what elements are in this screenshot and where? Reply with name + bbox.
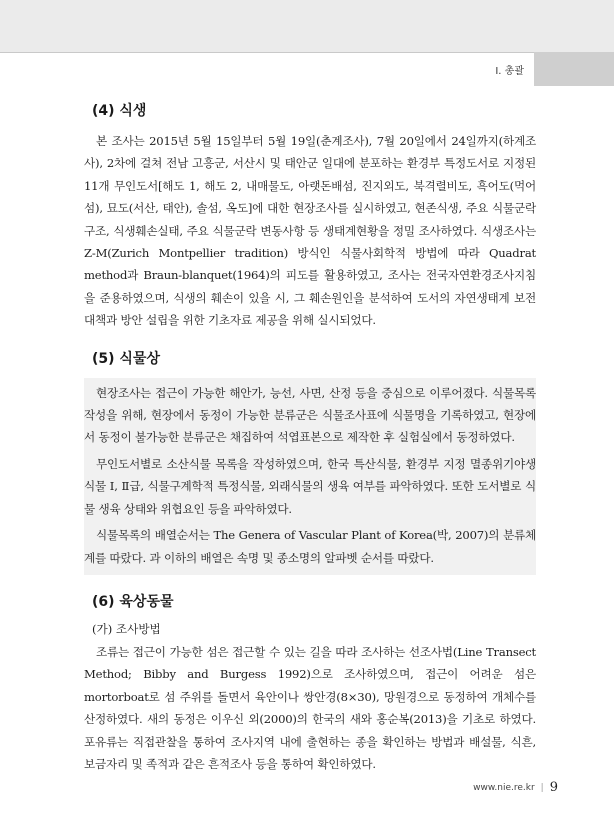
section-title: (6) 육상동물 <box>92 593 174 610</box>
chapter-header <box>0 52 614 88</box>
chapter-tab <box>534 52 614 86</box>
footer-divider: | <box>540 782 544 793</box>
chapter-label: Ⅰ. 총괄 <box>495 66 524 77</box>
top-band <box>0 0 614 52</box>
section-title: (4) 식생 <box>92 103 147 119</box>
paragraph: 본 조사는 2015년 5월 15일부터 5월 19일(춘계조사), 7월 20일에서 24일까지(하계조사), 2차에 걸쳐 전남 고흥군, 서산시 및 태안군 일대에 분포하는 환경부 특정도서로 지정된 11개 무인도서[해도 1, 해도 2, 내매물도, 아랫돈배섬, 진지외도, 북격렬비도, 흑어도(먹어섬), 묘도(서산, 태안), 솔섬, 옥도]에 대한 현장조사를 실시하였고, 현존식생, 주요 식물군락구조, 식생훼손실태, 주요 식물군락 변동사항 등 생태계현황을 정밀 조사하였다. 식생조사는 Z-M(Zurich Montpellier tradition) 방식인 식물사회학적 방법에 따라 Quadrat method과 Braun-blanquet(1964)의 피도를 활용하였고, 조사는 전국자연환경조사지침을 준용하였으며, 식생의 훼손이 있을 시, 그 훼손원인을 분석하여 도서의 자연생태계 보전대책과 방안 설립을 위한 기초자료 제공을 위해 실시되었다. <box>84 134 536 328</box>
header-rule <box>0 52 614 53</box>
section-title: (5) 식물상 <box>92 350 160 367</box>
site-url: www.nie.re.kr <box>473 782 535 793</box>
paragraph: 무인도서별로 소산식물 목록을 작성하였으며, 한국 특산식물, 환경부 지정 멸종위기야생식물 Ⅰ, Ⅱ급, 식물구계학적 특정식물, 외래식물의 생육 여부를 파악하였다. 또한 도서별로 식물 생육 상태와 위협요인 등을 파악하였다. <box>84 456 536 516</box>
page-content <box>84 100 536 791</box>
subsection-title: (가) 조사방법 <box>92 621 161 636</box>
section-flora <box>84 348 536 575</box>
paragraph: 식물목록의 배열순서는 The Genera of Vascular Plant of Korea(박, 2007)의 분류체계를 따랐다. 과 이하의 배열은 속명 및 종소명의 알파벳 순서를 따랐다. <box>84 528 536 565</box>
section-vegetation <box>84 100 536 332</box>
paragraph: 조류는 접근이 가능한 섬은 접근할 수 있는 길을 따라 조사하는 선조사법(Line Transect Method; Bibby and Burgess 1992)으로 조사하였으며, 접근이 어려운 섬은 mortorboat로 섬 주위를 돌면서 육안이나 쌍안경(8×30), 망원경으로 동정하여 개체수를 산정하였다. 새의 동정은 이우신 외(2000)의 한국의 새와 홍순복(2013)을 기초로 하였다. 포유류는 직접관찰을 통하여 조사지역 내에 출현하는 종을 확인하는 방법과 배설물, 식흔, 보금자리 및 족적과 같은 흔적조사 등을 통하여 확인하였다. <box>84 644 536 771</box>
page-number: 9 <box>549 780 558 795</box>
paragraph: 현장조사는 접근이 가능한 해안가, 능선, 사면, 산정 등을 중심으로 이루어졌다. 식물목록 작성을 위해, 현장에서 동정이 가능한 분류군은 식물조사표에 식물명을 기록하였고, 현장에서 동정이 불가능한 분류군은 채집하여 석엽표본으로 제작한 후 실험실에서 동정하였다. <box>84 385 536 445</box>
section-terrestrial-animals <box>84 591 536 775</box>
shaded-box <box>84 378 536 575</box>
page-footer <box>473 780 558 795</box>
